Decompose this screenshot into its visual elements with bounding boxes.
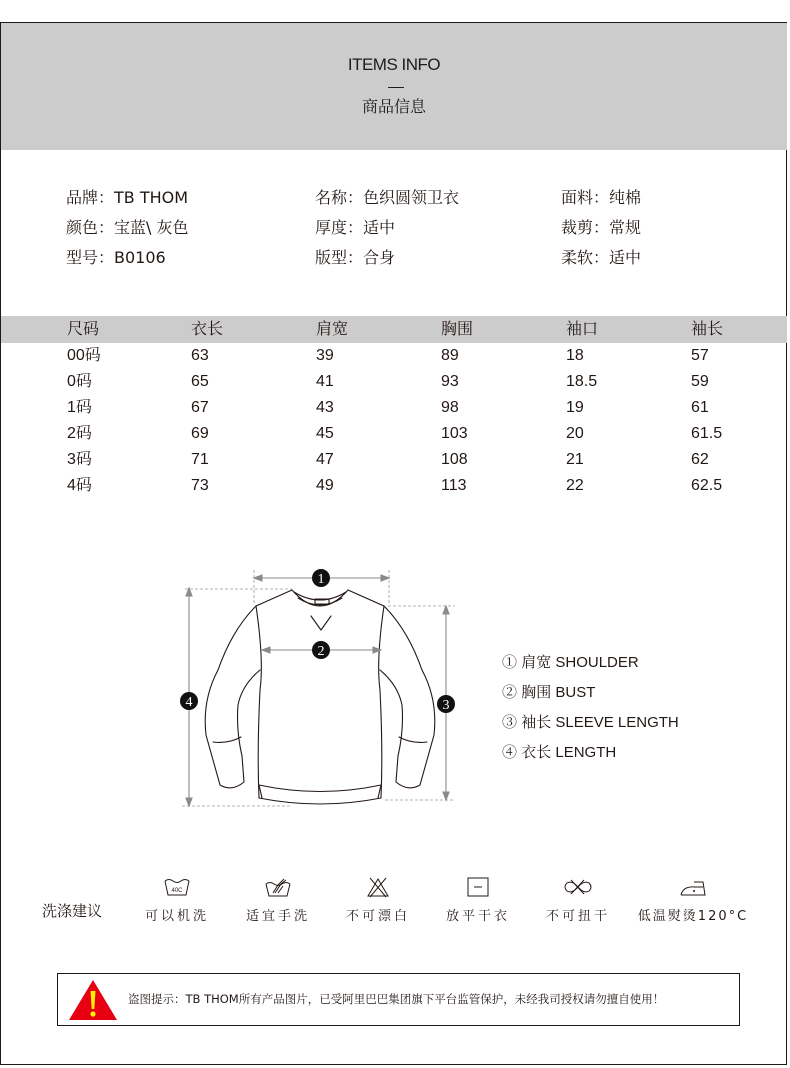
- table-row: [1, 343, 787, 369]
- table-cell: 89: [441, 347, 459, 364]
- column-header: 衣长: [191, 321, 224, 338]
- table-cell: 41: [316, 373, 334, 390]
- spec-label: 颜色：: [66, 218, 115, 237]
- column-header: 胸围: [441, 321, 474, 338]
- legend-number: ③: [502, 714, 518, 731]
- spec-softness: [561, 246, 641, 270]
- spec-value: 常规: [609, 218, 642, 237]
- spec-value: 宝蓝\ 灰色: [114, 218, 189, 237]
- table-cell: 63: [191, 347, 209, 364]
- table-cell: 20: [566, 425, 584, 442]
- spec-model: [66, 246, 166, 270]
- no-bleach-icon: [364, 876, 392, 898]
- table-cell: 62: [691, 451, 709, 468]
- spec-label: 裁剪：: [561, 218, 610, 237]
- spec-thickness: [315, 216, 395, 240]
- care-label: 放平干衣: [445, 909, 510, 924]
- marker-2: 2: [317, 644, 325, 659]
- spec-value: 纯棉: [609, 188, 642, 207]
- legend-cn: 肩宽: [521, 654, 552, 671]
- table-cell: 3码: [67, 451, 92, 468]
- spec-name: [315, 186, 459, 210]
- spec-cut: [561, 216, 641, 240]
- table-row: [1, 447, 787, 473]
- spec-label: 柔软：: [561, 248, 610, 267]
- table-cell: 0码: [67, 373, 92, 390]
- legend-cn: 袖长: [521, 714, 552, 731]
- spec-value: 色织圆领卫衣: [363, 188, 460, 207]
- legend-number: ①: [502, 654, 518, 671]
- header-divider: [388, 87, 404, 88]
- marker-1: 1: [317, 572, 325, 587]
- items-info-header: [1, 23, 787, 150]
- table-cell: 47: [316, 451, 334, 468]
- spec-value: B0106: [114, 248, 166, 267]
- table-cell: 22: [566, 477, 584, 494]
- header-title-en: ITEMS INFO: [347, 55, 441, 74]
- size-table: [1, 316, 787, 499]
- table-row: [1, 421, 787, 447]
- size-table-header: [1, 316, 787, 343]
- spec-label: 面料：: [561, 188, 610, 207]
- table-cell: 21: [566, 451, 584, 468]
- machine-wash-40c-icon: [163, 876, 191, 898]
- table-cell: 1码: [67, 399, 92, 416]
- table-cell: 73: [191, 477, 209, 494]
- table-cell: 61: [691, 399, 709, 416]
- table-cell: 49: [316, 477, 334, 494]
- care-low-iron: [633, 876, 753, 924]
- legend-cn: 衣长: [521, 744, 552, 761]
- legend-en: SHOULDER: [555, 654, 639, 671]
- column-header: 袖口: [566, 321, 599, 338]
- care-label: 可以机洗: [144, 909, 209, 924]
- care-label: 低温熨烫120°C: [637, 909, 749, 924]
- legend-length: [502, 738, 679, 768]
- table-cell: 67: [191, 399, 209, 416]
- table-cell: 59: [691, 373, 709, 390]
- care-title: 洗涤建议: [42, 902, 103, 920]
- dry-flat-icon: [464, 876, 492, 898]
- hand-wash-icon: [264, 876, 292, 898]
- legend-number: ④: [502, 744, 518, 761]
- legend-shoulder: [502, 648, 679, 678]
- spec-value: 适中: [609, 248, 642, 267]
- table-cell: 18: [566, 347, 584, 364]
- legend-en: BUST: [555, 684, 596, 701]
- spec-value: 适中: [363, 218, 396, 237]
- care-label: 不可漂白: [345, 909, 410, 924]
- table-cell: 19: [566, 399, 584, 416]
- warning-triangle-icon: [68, 979, 118, 1021]
- spec-color: [66, 216, 189, 240]
- table-cell: 108: [441, 451, 468, 468]
- table-cell: 2码: [67, 425, 92, 442]
- spec-brand: [66, 186, 188, 210]
- table-cell: 69: [191, 425, 209, 442]
- column-header: 袖长: [691, 321, 724, 338]
- table-cell: 39: [316, 347, 334, 364]
- marker-3: 3: [442, 698, 450, 713]
- legend-cn: 胸围: [521, 684, 552, 701]
- table-cell: 4码: [67, 477, 92, 494]
- table-cell: 98: [441, 399, 459, 416]
- table-cell: 43: [316, 399, 334, 416]
- table-row: [1, 473, 787, 499]
- table-cell: 57: [691, 347, 709, 364]
- low-iron-icon: [678, 876, 708, 898]
- column-header: 尺码: [67, 321, 100, 338]
- table-cell: 103: [441, 425, 468, 442]
- table-cell: 71: [191, 451, 209, 468]
- care-label: 不可扭干: [545, 909, 610, 924]
- legend-en: LENGTH: [555, 744, 617, 761]
- table-cell: 113: [441, 477, 467, 494]
- spec-value: TB THOM: [114, 188, 189, 207]
- table-row: [1, 369, 787, 395]
- spec-label: 厚度：: [315, 218, 364, 237]
- legend-number: ②: [502, 684, 518, 701]
- care-no-wring: [518, 876, 638, 924]
- spec-label: 名称：: [315, 188, 364, 207]
- legend-bust: [502, 678, 679, 708]
- column-header: 肩宽: [316, 321, 349, 338]
- measurement-legend: [502, 648, 679, 768]
- spec-fabric: [561, 186, 641, 210]
- care-label: 适宜手洗: [245, 909, 310, 924]
- table-cell: 00码: [67, 347, 101, 364]
- legend-sleeve-length: [502, 708, 679, 738]
- warning-text: 盗图提示：TB THOM所有产品图片，已受阿里巴巴集团旗下平台监管保护，未经我司授权请勿擅自使用！: [128, 992, 665, 1006]
- table-cell: 45: [316, 425, 334, 442]
- table-cell: 62.5: [691, 477, 723, 494]
- spec-label: 品牌：: [66, 188, 115, 207]
- table-cell: 93: [441, 373, 459, 390]
- spec-value: 合身: [363, 248, 396, 267]
- header-title-cn: 商品信息: [361, 97, 426, 116]
- spec-fit: [315, 246, 395, 270]
- svg-text:40C: 40C: [171, 888, 183, 894]
- copyright-warning: [57, 973, 740, 1026]
- table-cell: 61.5: [691, 425, 723, 442]
- table-cell: 65: [191, 373, 209, 390]
- marker-4: 4: [185, 695, 193, 710]
- no-wring-icon: [562, 876, 594, 898]
- table-cell: 18.5: [566, 373, 598, 390]
- spec-label: 型号：: [66, 248, 115, 267]
- sweater-measurement-diagram: [170, 560, 470, 810]
- spec-label: 版型：: [315, 248, 364, 267]
- sweater-outline-icon: [170, 560, 470, 810]
- table-row: [1, 395, 787, 421]
- legend-en: SLEEVE LENGTH: [555, 714, 679, 731]
